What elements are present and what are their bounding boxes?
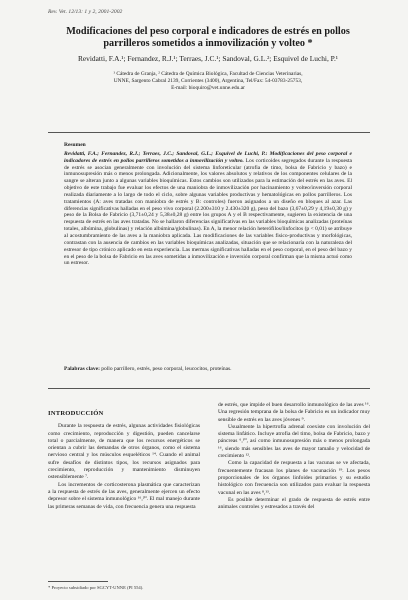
paragraph: de estrés, que impide el buen desarrollo inmunológico de las aves ¹⁶. Una regresión temprana de la bolsa de Fabricio es un indicador muy sensible de estrés en las aves jóvenes ⁹. xyxy=(218,402,370,423)
abstract-heading: Resumen xyxy=(64,142,86,148)
abstract-text xyxy=(64,151,352,267)
article-title: Modificaciones del peso corporal e indicadores de estrés en pollos parrilleros sometidos a inmovilización y volteo * xyxy=(66,26,350,49)
affiliation-line: UNNE, Sargento Cabral 2139, Corrientes (3400), Argentina, Tel/Fax: 54-03783-25753, xyxy=(113,78,303,84)
paragraph: Es posible determinar el grado de respuesta de estrés entre animales controles y estresados a través del xyxy=(218,496,370,511)
affiliation-email: E-mail: bioquiro@vet.unne.edu.ar xyxy=(171,85,245,91)
abstract xyxy=(64,142,352,267)
paragraph: Como la capacidad de respuesta a las vacunas se ve afectada, frecuentemente fracasan los planes de vacunación ¹⁹. Los pesos proporcionales de los órganos linfoides primarios y su estudio histológico con frecuencia son utilizados para evaluar la respuesta vacunal en las aves ⁸,¹³. xyxy=(218,460,370,496)
section-heading: INTRODUCCIÓN xyxy=(48,410,104,417)
column-right xyxy=(218,402,370,511)
paragraph: Usualmente la hipertrofia adrenal coexiste con involución del sistema linfático. Incluye atrofia del timo, bolsa de Fabricio, bazo y páncreas ⁶,¹⁰, así como inmunosupresión más o menos prolongada ¹⁶, siendo más sensibles las aves de mayor tamaño y velocidad de crecimiento ¹². xyxy=(218,423,370,460)
keywords xyxy=(64,366,352,373)
keywords-label: Palabras clave: xyxy=(64,366,100,372)
journal-reference: Rev. Vet. 12/13: 1 y 2, 2001-2002 xyxy=(48,9,123,15)
affiliation-block xyxy=(48,71,368,92)
abstract-lead: Revidatti, F.A.; Fernandez, R.J.; Terraes, J.C.; Sandoval, G.L.; Esquivel de Luchi, P.: Modificaciones del peso corporal e indicadores de estrés en pollos parrilleros sometidos a inmovilización y volteo. xyxy=(64,150,352,164)
divider-top xyxy=(48,132,370,133)
affiliation-line: ¹ Cátedra de Granja, ² Cátedra de Química Biológica, Facultad de Ciencias Veterinarias, xyxy=(113,71,303,77)
keywords-text: pollo parrillero, estrés, peso corporal, leucocitos, proteínas. xyxy=(99,366,232,372)
footnote-divider xyxy=(48,581,108,582)
paragraph: Durante la respuesta de estrés, algunas actividades fisiológicas como crecimiento, reproducción y digestión, pueden cancelarse total o parcialmente, de manera que los recursos energéticos se orientan a cubrir las demandas de otros órganos, como el sistema nervioso central y los músculos esqueléticos ¹⁴. Cuando el animal sufre desafíos de distintos tipos, los recursos asignados para crecimiento, reproducción y mantenimiento disminuyen ostensiblemente ⁷. xyxy=(48,423,200,481)
divider-bottom xyxy=(48,388,370,389)
column-left xyxy=(48,408,200,511)
abstract-body: Los corticoides segregados durante la respuesta de estrés se asocian generalmente con involución del sistema linforeticular (atrofia de timo, bolsa de Fabricio y bazo) e inmunosupresión más o menos prolongada. Adicionalmente, los valores absolutos y relativos de los componentes celulares de la sangre se alteran junto a algunas variables bioquímicas. Estos cambios son utilizados para la estimación del estrés en las aves. El objetivo de este trabajo fue evaluar los efectos de una maniobra de inmovilización por hacinamiento y volteo/inversión corporal realizada diariamente a lo largo de todo el ciclo, sobre algunas variables productivas y hematológicas en pollos parrilleros. Los tratamientos (A: aves tratadas con maniobra de estrés y B: controles) fueron asignados a un diseño en bloques al azar. Las diferencias significativas halladas en el peso vivo corporal (2.200±310 y 2.430±320 g), peso del bazo (3,67±0,29 y 4,19±0,30 g) y peso de la Bolsa de Fabricio (3,71±0,24 y 5,38±0,28 g) entre los grupos A y el B respectivamente, sugieren la existencia de una respuesta de estrés en las aves tratadas. No se hallaron diferencias significativas en las variables bioquímicas analizadas (proteínas totales, albúmina, globulinas) y relación albúmina/globulinas). En A, la menor relación heterófilos/linfocitos (p < 0,01) se atribuye al acostumbramiento de las aves a la maniobra aplicada. Las modificaciones de las variables fisico-productivas y morfológicas, contrastan con la ausencia de cambios en las variables bioquímicas analizadas, situación que se relacionaría con la naturaleza del estresor de tipo crónico aplicado en esta experiencia. Las mermas significativas halladas en el peso corporal, en el peso del bazo y en el peso de la bolsa de Fabricio en las aves sometidas a inmovilización e inversión corporal confirman que la misma actuó como un estresor. xyxy=(64,157,353,267)
article-authors: Revidatti, F.A.¹; Fernandez, R.J.¹; Terraes, J.C.¹; Sandoval, G.L.²; Esquivel de Luchi, P.¹ xyxy=(77,54,339,63)
paragraph: Los incrementos de corticosterona plasmática que caracterizan a la respuesta de estrés de las aves, generalmente ejercen un efecto depresor sobre el sistema inmunológico ¹⁶,²⁰. El mal manejo durante las primeras semanas de vida, con frecuencia genera una respuesta xyxy=(48,481,200,510)
footnote: * Proyecto subsidiado por SGCYT-UNNE (PI 554). xyxy=(48,585,144,590)
